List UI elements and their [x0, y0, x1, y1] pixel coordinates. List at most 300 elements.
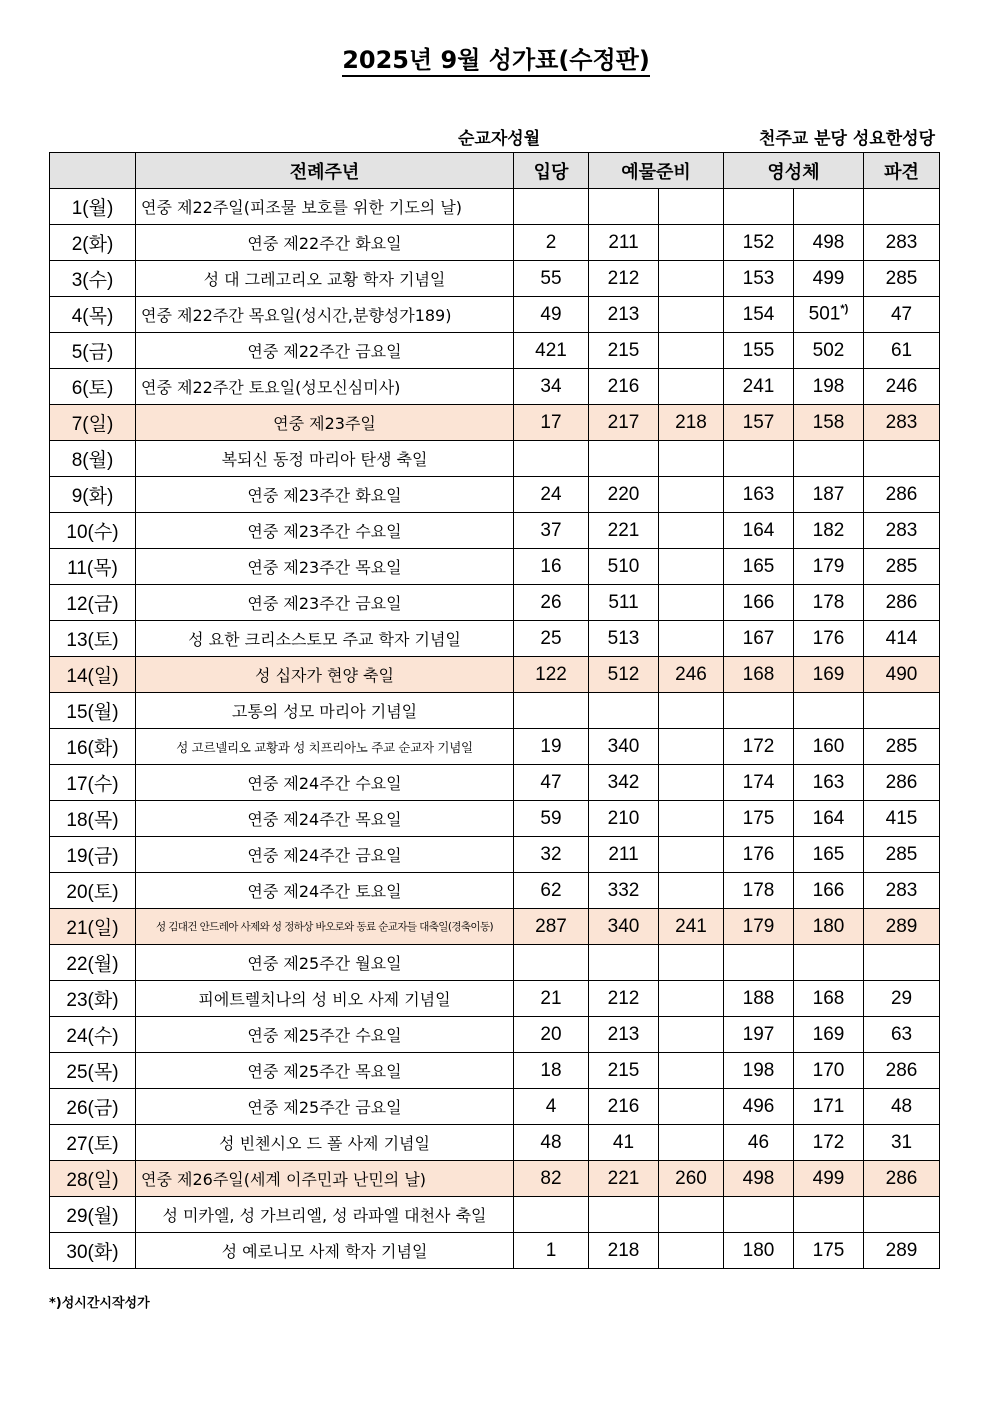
table-row [50, 801, 940, 837]
communion-hymn-cell-text: 175 [742, 807, 775, 829]
liturgy-cell-text: 피에트렐치나의 성 비오 사제 기념일 [198, 990, 451, 1009]
date-cell-text: 10(수) [66, 522, 119, 543]
communion-hymn-cell [724, 513, 794, 549]
date-cell-text: 23(화) [66, 990, 119, 1011]
liturgy-cell [136, 1161, 514, 1197]
entrance-hymn-cell-text: 21 [540, 987, 562, 1009]
liturgy-cell-text: 연중 제24주간 금요일 [247, 846, 402, 865]
liturgy-cell-text: 성 미카엘, 성 가브리엘, 성 라파엘 대천사 축일 [162, 1206, 487, 1225]
communion-hymn-cell [724, 369, 794, 405]
offertory-hymn-cell [589, 657, 659, 693]
date-cell-text: 9(화) [71, 486, 114, 507]
table-row [50, 621, 940, 657]
offertory-hymn2-cell [659, 1053, 724, 1089]
dismissal-hymn-cell [864, 405, 940, 441]
liturgy-cell-text: 연중 제22주일(피조물 보호를 위한 기도의 날) [141, 198, 463, 217]
communion-hymn2-cell-text: 160 [812, 735, 845, 757]
liturgy-cell-text: 연중 제22주간 금요일 [247, 342, 402, 361]
entrance-hymn-cell-text: 24 [540, 483, 562, 505]
date-cell-text: 17(수) [66, 774, 119, 795]
communion-hymn-cell-text: 157 [742, 411, 775, 433]
entrance-hymn-cell [514, 297, 589, 333]
communion-hymn-cell-text: 153 [742, 267, 775, 289]
dismissal-hymn-cell [864, 477, 940, 513]
communion-hymn2-cell [794, 189, 864, 225]
entrance-hymn-cell-text: 55 [540, 267, 562, 289]
entrance-hymn-cell [514, 261, 589, 297]
entrance-hymn-cell [514, 657, 589, 693]
offertory-hymn-cell-text: 213 [607, 303, 640, 325]
date-cell [50, 657, 136, 693]
communion-hymn-cell-text: 179 [742, 915, 775, 937]
offertory-hymn-cell [589, 1017, 659, 1053]
dismissal-hymn-cell-text: 285 [885, 267, 918, 289]
date-cell-text: 28(일) [66, 1170, 119, 1191]
dismissal-hymn-cell-text: 286 [885, 591, 918, 613]
offertory-hymn-cell [589, 477, 659, 513]
communion-hymn-cell [724, 657, 794, 693]
offertory-hymn2-cell [659, 261, 724, 297]
communion-hymn2-cell [794, 225, 864, 261]
footnote: *)성시간시작성가 [49, 1296, 150, 1311]
communion-hymn2-cell [794, 405, 864, 441]
date-cell-text: 25(목) [66, 1062, 119, 1083]
communion-hymn-cell-text: 198 [742, 1059, 775, 1081]
dismissal-hymn-cell-text: 415 [885, 807, 918, 829]
date-cell [50, 333, 136, 369]
date-cell [50, 405, 136, 441]
entrance-hymn-cell-text: 18 [540, 1059, 562, 1081]
dismissal-hymn-cell-text: 285 [885, 843, 918, 865]
liturgy-cell-text: 성 대 그레고리오 교황 학자 기념일 [203, 270, 446, 289]
liturgy-cell [136, 585, 514, 621]
date-cell-text: 7(일) [71, 414, 114, 435]
date-cell-text: 24(수) [66, 1026, 119, 1047]
offertory-hymn-cell-text: 216 [607, 375, 640, 397]
table-row [50, 657, 940, 693]
offertory-hymn-cell [589, 369, 659, 405]
communion-hymn-cell [724, 693, 794, 729]
table-row [50, 945, 940, 981]
header-date [50, 153, 136, 189]
date-cell [50, 945, 136, 981]
entrance-hymn-cell [514, 1053, 589, 1089]
header-communion: 영성체 [724, 153, 864, 189]
communion-hymn-cell [724, 1233, 794, 1269]
date-cell [50, 225, 136, 261]
dismissal-hymn-cell-text: 286 [885, 1059, 918, 1081]
date-cell [50, 477, 136, 513]
table-row [50, 1125, 940, 1161]
offertory-hymn2-cell [659, 441, 724, 477]
communion-hymn2-cell-text: 501 [808, 303, 841, 325]
offertory-hymn2-cell [659, 369, 724, 405]
table-row [50, 873, 940, 909]
offertory-hymn-cell [589, 1053, 659, 1089]
offertory-hymn2-cell [659, 1197, 724, 1233]
offertory-hymn2-cell [659, 549, 724, 585]
offertory-hymn-cell [589, 549, 659, 585]
communion-hymn-cell [724, 729, 794, 765]
table-body [50, 189, 940, 1269]
entrance-hymn-cell [514, 405, 589, 441]
offertory-hymn2-cell [659, 1233, 724, 1269]
date-cell [50, 513, 136, 549]
dismissal-hymn-cell [864, 657, 940, 693]
date-cell-text: 6(토) [71, 378, 114, 399]
entrance-hymn-cell-text: 4 [545, 1095, 557, 1117]
table-row [50, 1017, 940, 1053]
communion-hymn2-cell-text: 171 [812, 1095, 845, 1117]
liturgy-cell-text: 연중 제24주간 목요일 [247, 810, 402, 829]
communion-hymn2-cell [794, 873, 864, 909]
footnote-marker: *) [840, 303, 849, 316]
communion-hymn2-cell-text: 180 [812, 915, 845, 937]
communion-hymn-cell-text: 174 [742, 771, 775, 793]
liturgy-cell [136, 729, 514, 765]
offertory-hymn2-cell [659, 225, 724, 261]
offertory-hymn-cell [589, 873, 659, 909]
offertory-hymn-cell-text: 342 [607, 771, 640, 793]
offertory-hymn-cell [589, 909, 659, 945]
table-row [50, 189, 940, 225]
entrance-hymn-cell-text: 287 [535, 915, 567, 937]
date-cell [50, 693, 136, 729]
communion-hymn2-cell-text: 169 [812, 663, 845, 685]
date-cell [50, 729, 136, 765]
entrance-hymn-cell-text: 37 [540, 519, 562, 541]
communion-hymn-cell-text: 166 [742, 591, 775, 613]
offertory-hymn2-cell [659, 297, 724, 333]
offertory-hymn2-cell [659, 621, 724, 657]
date-cell-text: 14(일) [66, 666, 119, 687]
offertory-hymn2-cell [659, 405, 724, 441]
date-cell-text: 20(토) [66, 882, 119, 903]
offertory-hymn-cell-text: 218 [607, 1239, 640, 1261]
liturgy-cell-text: 연중 제23주일 [273, 414, 376, 433]
liturgy-cell [136, 981, 514, 1017]
liturgy-cell-text: 연중 제24주간 수요일 [247, 774, 402, 793]
communion-hymn2-cell-text: 198 [812, 375, 845, 397]
communion-hymn-cell [724, 801, 794, 837]
date-cell [50, 1053, 136, 1089]
table-row [50, 369, 940, 405]
offertory-hymn-cell [589, 1089, 659, 1125]
communion-hymn2-cell [794, 441, 864, 477]
communion-hymn-cell [724, 333, 794, 369]
liturgy-cell [136, 297, 514, 333]
entrance-hymn-cell [514, 549, 589, 585]
offertory-hymn-cell-text: 340 [607, 915, 640, 937]
liturgy-cell-text: 연중 제24주간 토요일 [247, 882, 402, 901]
liturgy-cell-text: 연중 제23주간 수요일 [247, 522, 402, 541]
entrance-hymn-cell [514, 333, 589, 369]
communion-hymn-cell [724, 189, 794, 225]
liturgy-cell [136, 693, 514, 729]
communion-hymn-cell [724, 765, 794, 801]
offertory-hymn2-cell-text: 218 [675, 411, 707, 433]
offertory-hymn2-cell [659, 189, 724, 225]
dismissal-hymn-cell [864, 225, 940, 261]
liturgy-cell-text: 연중 제25주간 월요일 [247, 954, 402, 973]
date-cell [50, 801, 136, 837]
dismissal-hymn-cell-text: 29 [890, 987, 913, 1009]
dismissal-hymn-cell-text: 285 [885, 735, 918, 757]
offertory-hymn-cell [589, 297, 659, 333]
table-row [50, 261, 940, 297]
entrance-hymn-cell [514, 693, 589, 729]
dismissal-hymn-cell [864, 1017, 940, 1053]
communion-hymn2-cell-text: 166 [812, 879, 845, 901]
entrance-hymn-cell-text: 122 [535, 663, 567, 685]
dismissal-hymn-cell-text: 283 [885, 411, 918, 433]
table-row [50, 441, 940, 477]
offertory-hymn-cell [589, 1233, 659, 1269]
communion-hymn2-cell [794, 945, 864, 981]
offertory-hymn-cell [589, 765, 659, 801]
entrance-hymn-cell [514, 1017, 589, 1053]
dismissal-hymn-cell-text: 47 [890, 303, 913, 325]
communion-hymn2-cell [794, 909, 864, 945]
offertory-hymn-cell-text: 212 [607, 987, 640, 1009]
entrance-hymn-cell [514, 1125, 589, 1161]
date-cell-text: 8(월) [71, 450, 114, 471]
entrance-hymn-cell [514, 1089, 589, 1125]
offertory-hymn-cell-text: 512 [607, 663, 640, 685]
communion-hymn2-cell-text: 499 [812, 267, 845, 289]
offertory-hymn2-cell-text: 260 [675, 1167, 707, 1189]
communion-hymn2-cell-text: 164 [812, 807, 845, 829]
liturgy-cell [136, 837, 514, 873]
date-cell-text: 11(목) [67, 558, 118, 579]
liturgy-cell [136, 1197, 514, 1233]
liturgy-cell [136, 1053, 514, 1089]
date-cell-text: 1(월) [71, 198, 114, 219]
liturgy-cell [136, 909, 514, 945]
communion-hymn2-cell [794, 513, 864, 549]
offertory-hymn2-cell-text: 246 [675, 663, 707, 685]
offertory-hymn-cell-text: 332 [607, 879, 640, 901]
date-cell-text: 16(화) [66, 738, 119, 759]
communion-hymn-cell-text: 164 [742, 519, 775, 541]
dismissal-hymn-cell [864, 909, 940, 945]
table-row [50, 549, 940, 585]
entrance-hymn-cell-text: 1 [545, 1239, 557, 1261]
date-cell [50, 1125, 136, 1161]
date-cell [50, 261, 136, 297]
offertory-hymn2-cell [659, 909, 724, 945]
entrance-hymn-cell-text: 32 [540, 843, 562, 865]
communion-hymn2-cell [794, 837, 864, 873]
liturgy-cell-text: 연중 제22주간 화요일 [247, 234, 402, 253]
table-row [50, 981, 940, 1017]
communion-hymn-cell-text: 180 [742, 1239, 775, 1261]
offertory-hymn2-cell [659, 801, 724, 837]
offertory-hymn-cell [589, 1161, 659, 1197]
liturgy-cell [136, 1017, 514, 1053]
communion-hymn-cell [724, 1089, 794, 1125]
dismissal-hymn-cell-text: 48 [890, 1095, 913, 1117]
table-row [50, 297, 940, 333]
table-row [50, 1197, 940, 1233]
date-cell-text: 18(목) [66, 810, 119, 831]
dismissal-hymn-cell [864, 513, 940, 549]
dismissal-hymn-cell-text: 283 [885, 231, 918, 253]
offertory-hymn-cell-text: 211 [608, 231, 639, 253]
offertory-hymn2-cell [659, 837, 724, 873]
dismissal-hymn-cell [864, 333, 940, 369]
entrance-hymn-cell [514, 945, 589, 981]
liturgy-cell [136, 1125, 514, 1161]
communion-hymn-cell-text: 498 [742, 1167, 775, 1189]
communion-hymn-cell-text: 155 [742, 339, 775, 361]
communion-hymn2-cell [794, 369, 864, 405]
page-title [0, 40, 992, 75]
date-cell-text: 30(화) [66, 1242, 119, 1263]
offertory-hymn-cell [589, 729, 659, 765]
liturgy-cell [136, 801, 514, 837]
offertory-hymn2-cell [659, 1161, 724, 1197]
offertory-hymn-cell-text: 210 [607, 807, 640, 829]
dismissal-hymn-cell [864, 1125, 940, 1161]
offertory-hymn-cell [589, 225, 659, 261]
offertory-hymn-cell [589, 981, 659, 1017]
dismissal-hymn-cell-text: 31 [890, 1131, 913, 1153]
communion-hymn2-cell [794, 801, 864, 837]
liturgy-cell-text: 복되신 동정 마리아 탄생 축일 [221, 450, 428, 469]
entrance-hymn-cell [514, 729, 589, 765]
dismissal-hymn-cell-text: 289 [885, 1239, 918, 1261]
entrance-hymn-cell [514, 873, 589, 909]
liturgy-cell [136, 945, 514, 981]
dismissal-hymn-cell [864, 369, 940, 405]
liturgy-cell-text: 성 김대건 안드레아 사제와 성 정하상 바오로와 동료 순교자들 대축일(경축이동) [155, 921, 493, 933]
communion-hymn2-cell-text: 172 [812, 1131, 845, 1153]
date-cell-text: 27(토) [66, 1134, 119, 1155]
entrance-hymn-cell [514, 1197, 589, 1233]
date-cell [50, 621, 136, 657]
liturgy-cell-text: 연중 제23주간 금요일 [247, 594, 402, 613]
communion-hymn2-cell-text: 170 [812, 1059, 845, 1081]
communion-hymn2-cell [794, 729, 864, 765]
table-row [50, 1161, 940, 1197]
parish-name: 천주교 분당 성요한성당 [758, 129, 935, 149]
dismissal-hymn-cell-text: 63 [890, 1023, 913, 1045]
liturgy-cell-text: 연중 제22주간 토요일(성모신심미사) [141, 378, 401, 397]
entrance-hymn-cell-text: 25 [540, 627, 562, 649]
dismissal-hymn-cell [864, 585, 940, 621]
communion-hymn2-cell-text: 187 [812, 483, 845, 505]
liturgy-cell-text: 연중 제23주간 화요일 [247, 486, 402, 505]
entrance-hymn-cell-text: 26 [540, 591, 562, 613]
communion-hymn2-cell [794, 981, 864, 1017]
date-cell [50, 1089, 136, 1125]
table-row [50, 765, 940, 801]
date-cell [50, 765, 136, 801]
table-row [50, 333, 940, 369]
entrance-hymn-cell-text: 34 [540, 375, 562, 397]
dismissal-hymn-cell-text: 283 [885, 519, 918, 541]
offertory-hymn2-cell [659, 657, 724, 693]
liturgy-cell [136, 369, 514, 405]
table-row [50, 1233, 940, 1269]
entrance-hymn-cell [514, 981, 589, 1017]
offertory-hymn2-cell [659, 1089, 724, 1125]
date-cell [50, 1233, 136, 1269]
communion-hymn2-cell [794, 549, 864, 585]
offertory-hymn-cell-text: 41 [612, 1131, 635, 1153]
entrance-hymn-cell-text: 2 [545, 231, 557, 253]
offertory-hymn-cell [589, 1125, 659, 1161]
liturgy-cell [136, 1089, 514, 1125]
entrance-hymn-cell [514, 837, 589, 873]
offertory-hymn-cell-text: 221 [607, 519, 640, 541]
communion-hymn2-cell-text: 176 [812, 627, 845, 649]
entrance-hymn-cell [514, 801, 589, 837]
communion-hymn-cell [724, 981, 794, 1017]
entrance-hymn-cell-text: 19 [540, 735, 562, 757]
communion-hymn2-cell-text: 168 [812, 987, 845, 1009]
dismissal-hymn-cell [864, 1089, 940, 1125]
offertory-hymn-cell-text: 510 [607, 555, 640, 577]
offertory-hymn-cell [589, 945, 659, 981]
offertory-hymn2-cell [659, 873, 724, 909]
entrance-hymn-cell [514, 441, 589, 477]
communion-hymn2-cell [794, 585, 864, 621]
entrance-hymn-cell-text: 59 [540, 807, 562, 829]
liturgy-cell-text: 연중 제22주간 목요일(성시간,분향성가189) [141, 306, 452, 325]
dismissal-hymn-cell [864, 1053, 940, 1089]
offertory-hymn-cell-text: 217 [607, 411, 640, 433]
communion-hymn2-cell [794, 1233, 864, 1269]
communion-hymn2-cell-text: 182 [812, 519, 845, 541]
liturgy-cell [136, 1233, 514, 1269]
offertory-hymn2-cell [659, 945, 724, 981]
offertory-hymn-cell-text: 511 [608, 591, 639, 613]
date-cell [50, 297, 136, 333]
entrance-hymn-cell [514, 477, 589, 513]
date-cell [50, 585, 136, 621]
liturgy-cell [136, 441, 514, 477]
offertory-hymn-cell-text: 340 [607, 735, 640, 757]
offertory-hymn-cell-text: 211 [608, 843, 639, 865]
communion-hymn2-cell [794, 1017, 864, 1053]
communion-hymn-cell [724, 297, 794, 333]
communion-hymn2-cell [794, 297, 864, 333]
entrance-hymn-cell [514, 1161, 589, 1197]
entrance-hymn-cell [514, 585, 589, 621]
liturgy-cell [136, 225, 514, 261]
table-row [50, 225, 940, 261]
entrance-hymn-cell-text: 47 [540, 771, 562, 793]
liturgy-cell-text: 연중 제23주간 목요일 [247, 558, 402, 577]
offertory-hymn-cell-text: 215 [607, 1059, 640, 1081]
offertory-hymn-cell [589, 189, 659, 225]
entrance-hymn-cell-text: 49 [540, 303, 562, 325]
communion-hymn2-cell-text: 165 [812, 843, 845, 865]
date-cell [50, 909, 136, 945]
communion-hymn-cell-text: 188 [742, 987, 775, 1009]
liturgy-cell-text: 연중 제26주일(세계 이주민과 난민의 날) [141, 1170, 427, 1189]
dismissal-hymn-cell-text: 286 [885, 1167, 918, 1189]
dismissal-hymn-cell [864, 981, 940, 1017]
dismissal-hymn-cell [864, 1233, 940, 1269]
date-cell-text: 26(금) [66, 1098, 119, 1119]
dismissal-hymn-cell [864, 549, 940, 585]
dismissal-hymn-cell-text: 246 [885, 375, 918, 397]
communion-hymn-cell-text: 168 [742, 663, 775, 685]
date-cell-text: 22(월) [66, 954, 119, 975]
